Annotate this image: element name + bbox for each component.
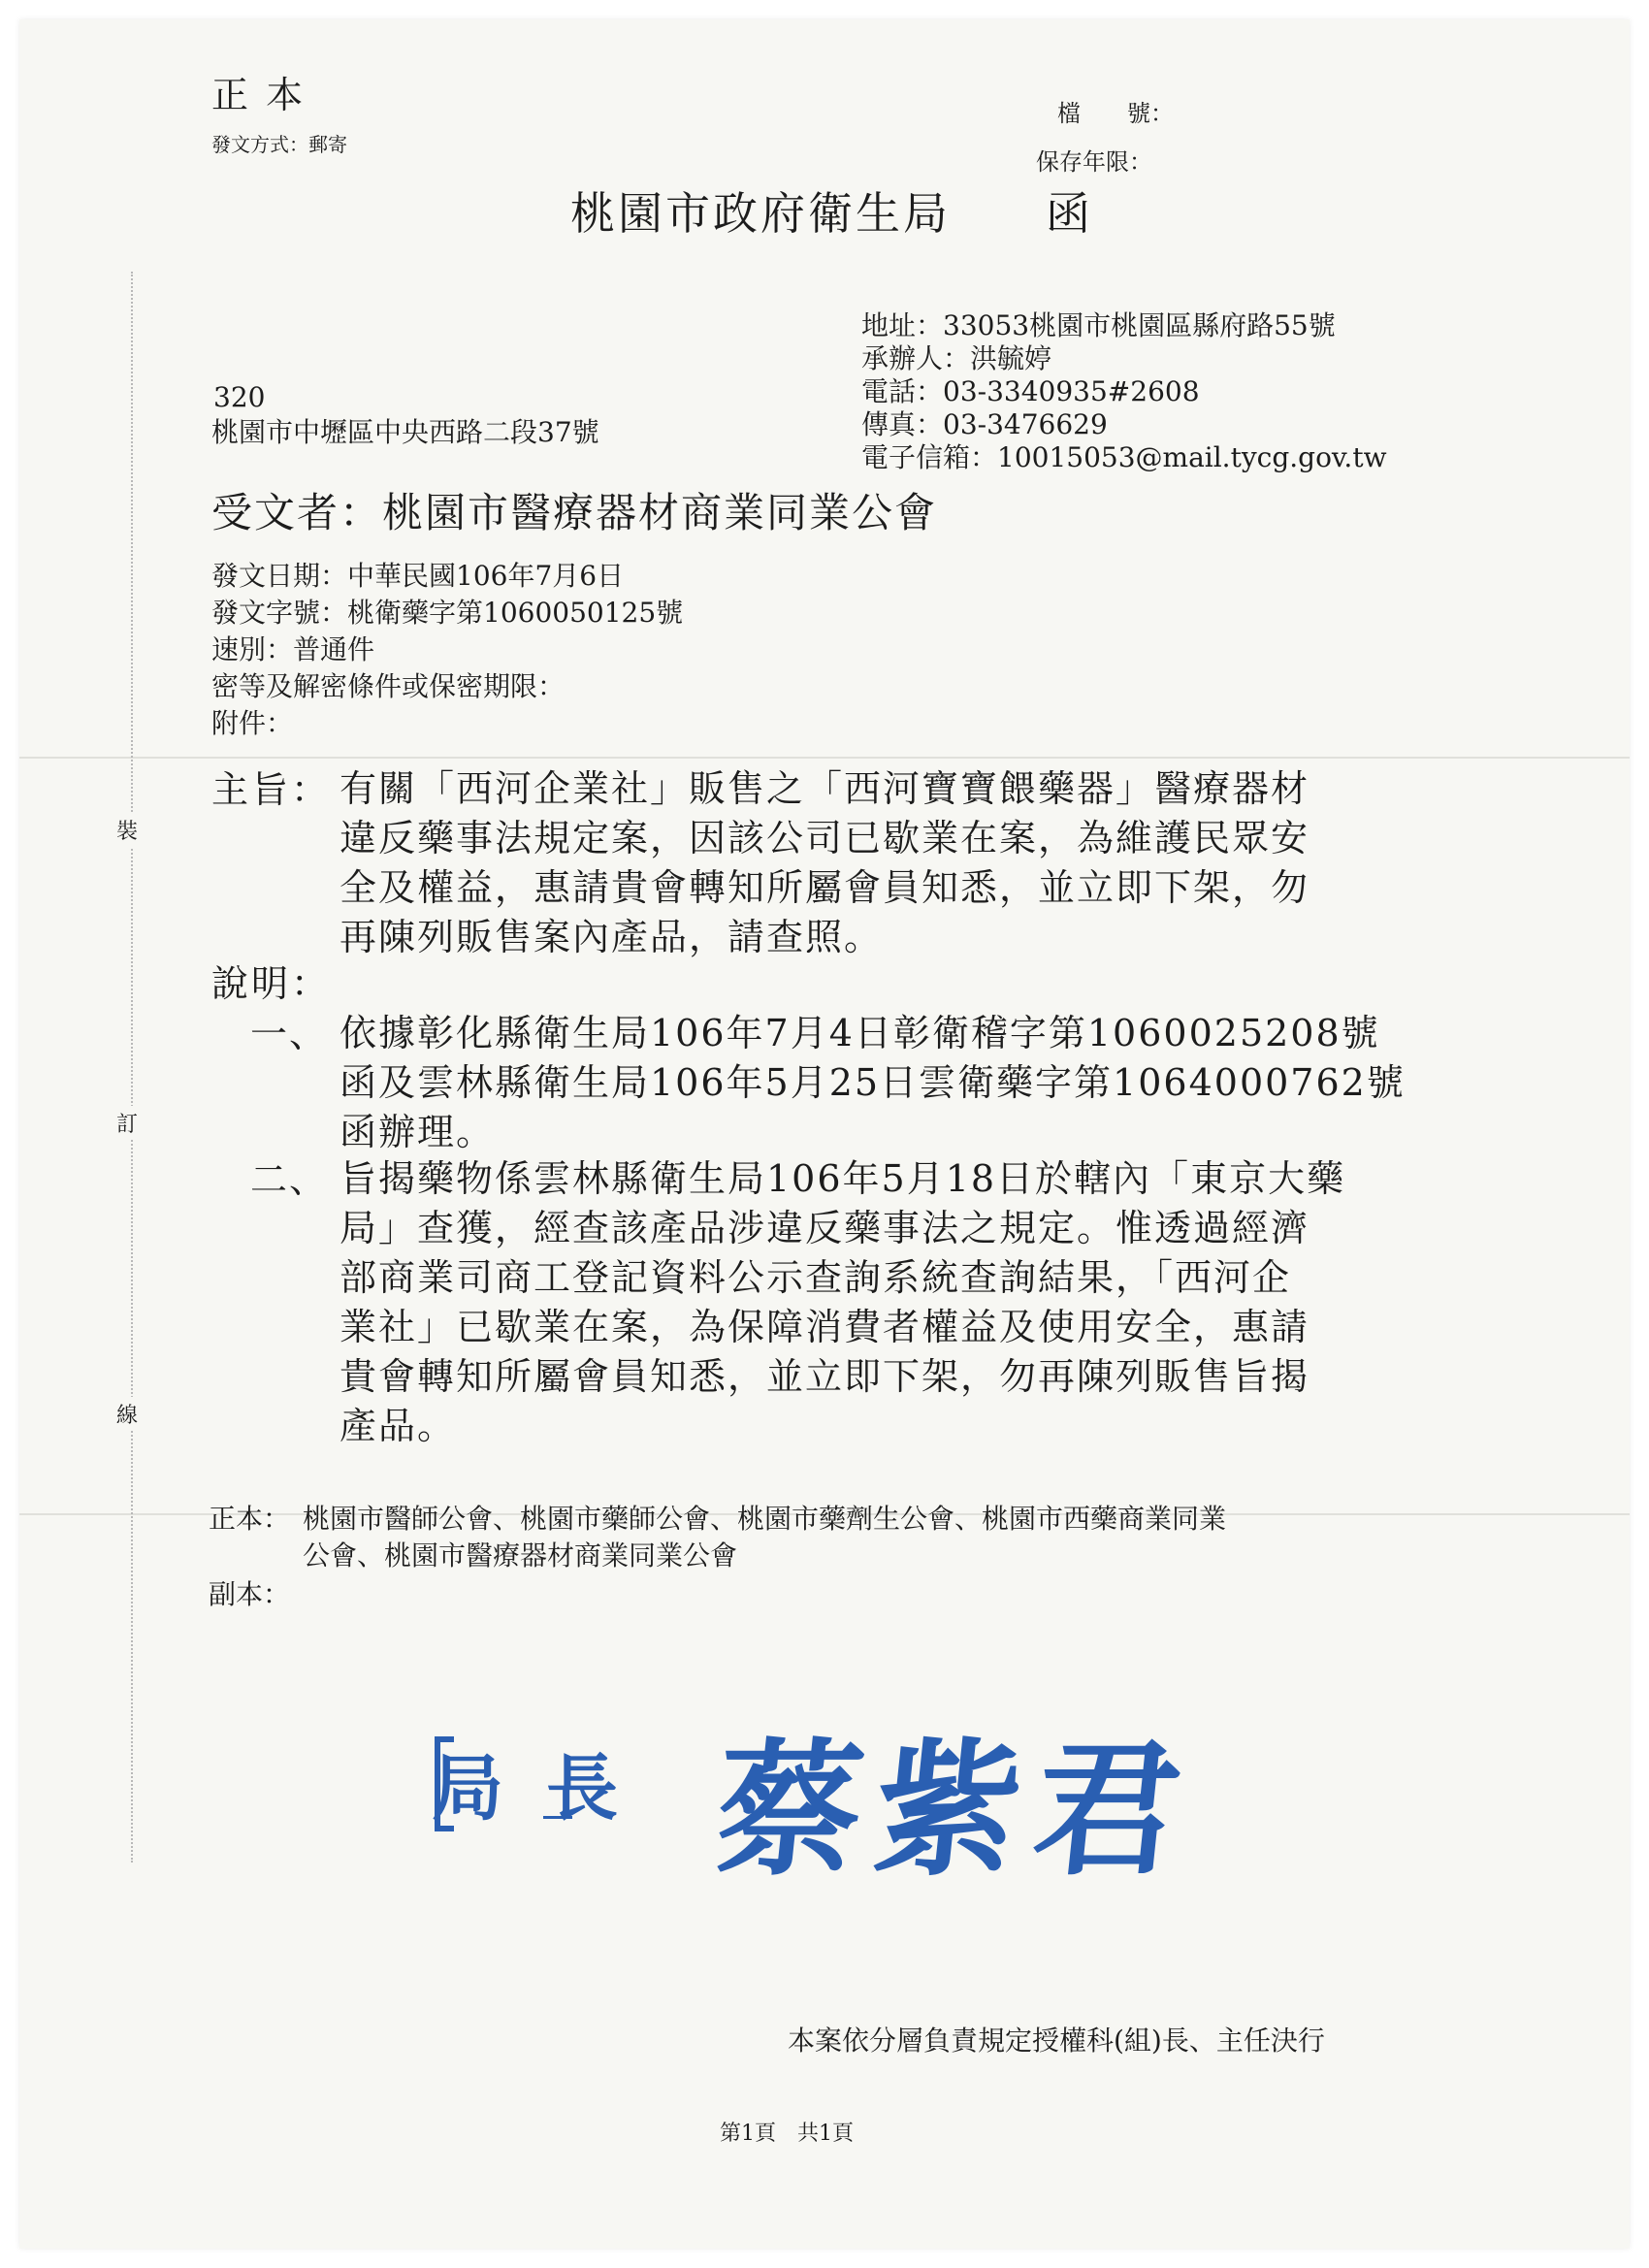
- binding-line: [131, 272, 133, 1863]
- original-recipients-line: 桃園市醫師公會、桃園市藥師公會、桃園市藥劑生公會、桃園市西藥商業同業: [303, 1503, 1227, 1535]
- binding-mark: 裝: [116, 813, 138, 847]
- sender-contact: 承辦人：洪毓婷: [861, 342, 1052, 374]
- explanation-line: 依據彰化縣衛生局106年7月4日彰衛稽字第1060025208號: [340, 1012, 1380, 1054]
- page-number: 第1頁 共1頁: [720, 2122, 854, 2146]
- subject-line: 全及權益，惠請貴會轉知所屬會員知悉，並立即下架，勿: [340, 866, 1310, 909]
- explanation-item-number: 一、: [250, 1013, 329, 1055]
- explanation-label: 說明：: [211, 962, 332, 1005]
- explanation-item-2: [340, 1154, 1345, 1451]
- send-method: 發文方式：郵寄: [211, 133, 347, 156]
- explanation-line: 函辦理。: [340, 1111, 496, 1153]
- binding-mark: 線: [116, 1397, 138, 1431]
- secrecy-level: 密等及解密條件或保密期限：: [211, 670, 566, 702]
- director-name-stamp: 蔡紫君: [707, 1725, 1203, 1895]
- sender-fax: 傳真：03-3476629: [861, 408, 1108, 440]
- explanation-line: 產品。: [340, 1405, 457, 1447]
- copy-type: 正 本: [211, 74, 307, 116]
- document-number: 發文字號：桃衛藥字第1060050125號: [211, 597, 684, 629]
- subject-line: 再陳列販售案內產品，請查照。: [340, 916, 884, 958]
- original-recipients-label: 正本：: [209, 1503, 291, 1535]
- retention-label: 保存年限：: [1036, 148, 1152, 176]
- explanation-line: 旨揭藥物係雲林縣衛生局106年5月18日於轄內「東京大藥: [340, 1157, 1346, 1200]
- speed-class: 速別：普通件: [211, 633, 375, 665]
- explanation-item-1: [340, 1009, 1406, 1157]
- binding-mark: 訂: [116, 1106, 138, 1140]
- file-number-label: 檔 號：: [1057, 100, 1174, 127]
- original-recipients-line: 公會、桃園市醫療器材商業同業公會: [303, 1539, 738, 1571]
- recipient: 受文者：桃園市醫療器材商業同業公會: [211, 489, 938, 536]
- copy-recipients-label: 副本：: [209, 1578, 291, 1610]
- document-title: 桃園市政府衛生局 函: [570, 187, 1093, 240]
- director-title-stamp: 局長: [432, 1747, 661, 1831]
- paper-fold: [19, 757, 1630, 759]
- sender-email: 電子信箱：10015053@mail.tycg.gov.tw: [861, 441, 1387, 473]
- sender-address: 地址：33053桃園市桃園區縣府路55號: [861, 309, 1336, 341]
- sender-phone: 電話：03-3340935#2608: [861, 375, 1200, 407]
- issue-date: 發文日期：中華民國106年7月6日: [211, 560, 625, 592]
- explanation-line: 部商業司商工登記資料公示查詢系統查詢結果，「西河企: [340, 1256, 1292, 1299]
- explanation-line: 函及雲林縣衛生局106年5月25日雲衛藥字第1064000762號: [340, 1061, 1406, 1104]
- subject-body: [340, 764, 1310, 962]
- subject-line: 違反藥事法規定案，因該公司已歇業在案，為維護民眾安: [340, 817, 1310, 859]
- recipient-address: 桃園市中壢區中央西路二段37號: [211, 416, 599, 448]
- explanation-line: 業社」已歇業在案，為保障消費者權益及使用安全，惠請: [340, 1306, 1310, 1348]
- subject-label: 主旨：: [211, 768, 332, 811]
- attachment: 附件：: [211, 707, 294, 739]
- recipient-zip: 320: [213, 381, 266, 413]
- subject-line: 有關「西河企業社」販售之「西河寶寶餵藥器」醫療器材: [340, 767, 1310, 810]
- explanation-line: 貴會轉知所屬會員知悉，並立即下架，勿再陳列販售旨揭: [340, 1355, 1310, 1398]
- authorization-note: 本案依分層負責規定授權科(組)長、主任決行: [788, 2025, 1325, 2057]
- explanation-item-number: 二、: [250, 1158, 329, 1201]
- explanation-line: 局」查獲，經查該產品涉違反藥事法之規定。惟透過經濟: [340, 1207, 1310, 1249]
